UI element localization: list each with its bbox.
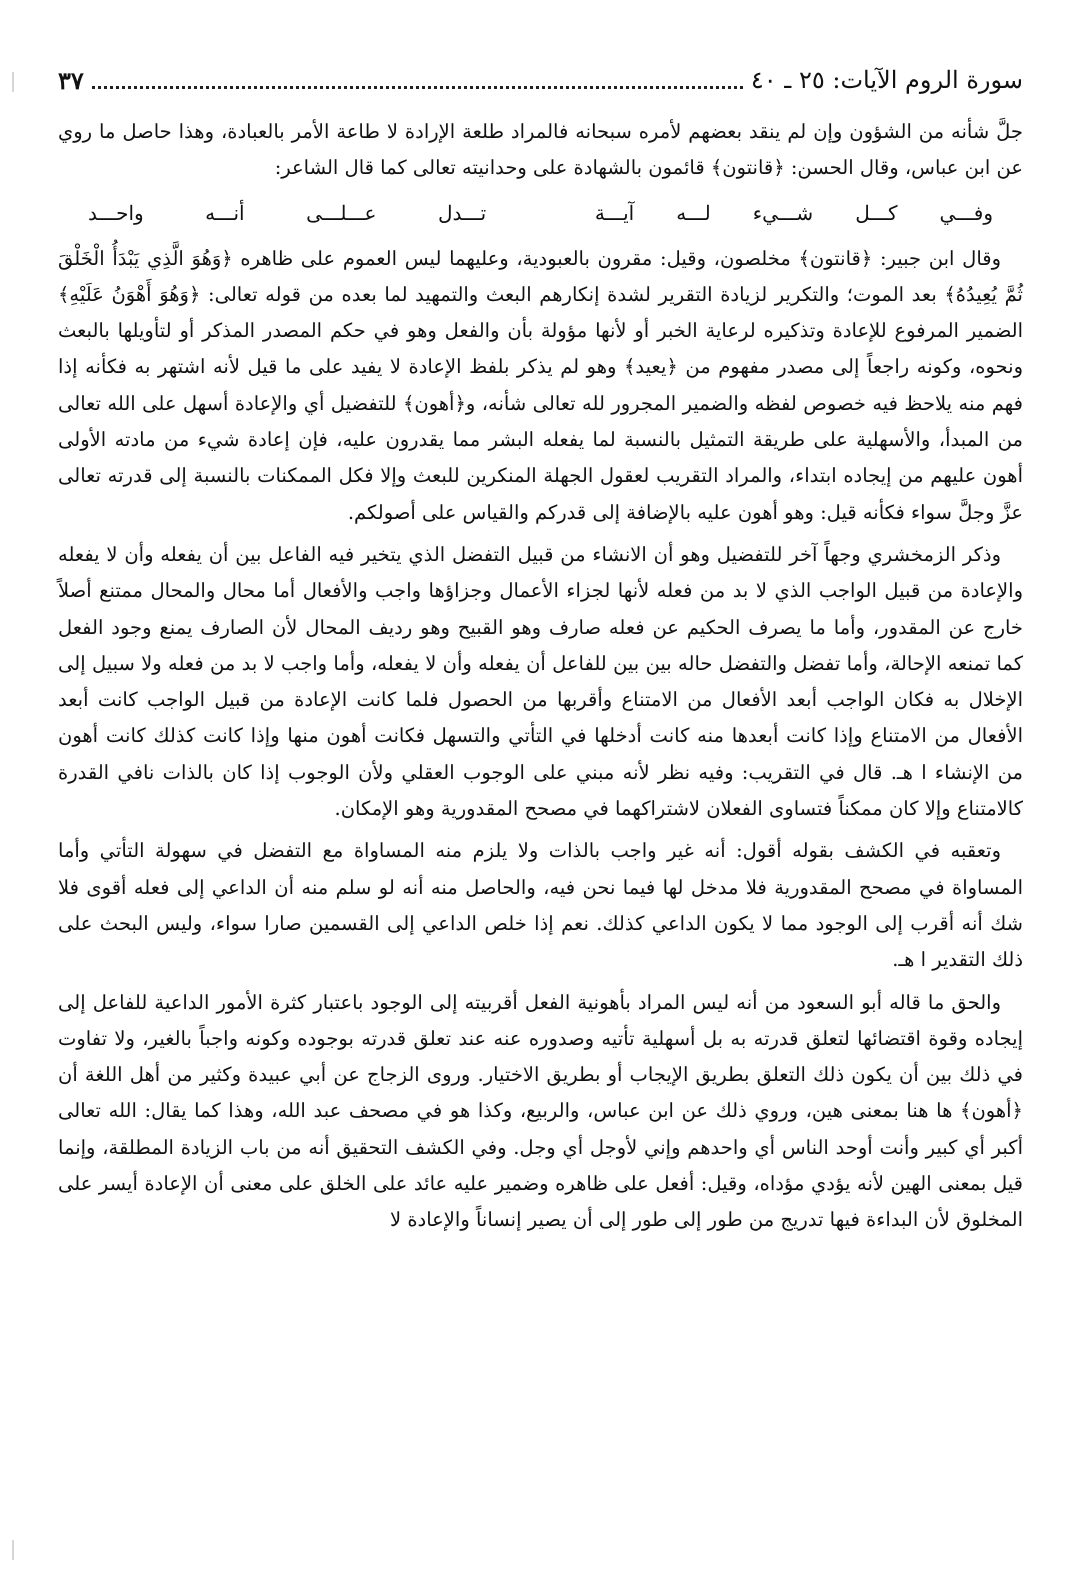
page-number: ٣٧ <box>58 65 84 95</box>
paragraph-3: وذكر الزمخشري وجهاً آخر للتفضيل وهو أن الانشاء من قبيل التفضل الذي يتخير فيه الفاعل بين أن يفعله وأن لا يفعله والإعادة من قبيل الواجب الذي لا بد من فعله لأنها لجزاء الأعمال وجزاؤها واجب والأفعال أما محال والمحال ممتنع أصلاً خارج عن المقدور، وأما ما يصرف الحكيم عن فعله صارف وهو القبيح وهو رديف المحال لأن الصارف يمنع وجود الفعل كما تمنعه الإحالة، وأما تفضل والتفضل حاله بين بين للفاعل أن يفعله وأن لا يفعله، وأما واجب لا بد من فعله ولا سبيل إلى الإخلال به فكان الواجب أبعد الأفعال من الامتناع وأقربها من الحصول فلما كانت الإعادة من قبيل الواجب كانت أبعد الأفعال من الامتناع وإذا كانت أبعدها منه كانت أدخلها في التأتي والتسهل فكانت أهون منها وإذا كانت كذلك كانت أهون من الإنشاء ا هـ. قال في التقريب: وفيه نظر لأنه مبني على الوجوب العقلي ولأن الوجوب إذا كان بالذات نافي القدرة كالامتناع وإلا كان ممكناً فتساوى الفعلان لاشتراكهما في مصحح المقدورية وهو الإمكان. <box>58 542 1023 821</box>
paragraph-5: والحق ما قاله أبو السعود من أنه ليس المراد بأهونية الفعل أقربيته إلى الوجود باعتبار كثرة الأمور الداعية للفاعل إلى إيجاده وقوة اقتضائها لتعلق قدرته به بل أسهلية تأتيه وصدوره عنه عند تعلق قدرته بوجوده وكونه واجباً بالغير، ولا تفاوت في ذلك بين أن يكون ذلك التعلق بطريق الإيجاب أو بطريق الاختيار. وروى الزجاج عن أبي عبيدة وكثير من أهل اللغة أن ﴿أهون﴾ ها هنا بمعنى هين، وروي ذلك عن ابن عباس، والربيع، وكذا هو في مصحف عبد الله، وهذا كما يقال: الله تعالى أكبر أي كبير وأنت أوحد الناس أي واحدهم وإني لأوجل أي وجل. وفي الكشف التحقيق أنه من باب الزيادة المطلقة، وإنما قيل بمعنى الهين لأنه يؤدي مؤداه، وقيل: أفعل على ظاهره وضمير عليه عائد على الخلق على معنى أن الإعادة أيسر على المخلوق لأن البداءة فيها تدريج من طور إلى طور إلى أن يصير إنساناً والإعادة لا <box>58 990 1023 1232</box>
paragraph-1: جلَّ شأنه من الشؤون وإن لم ينقد بعضهم لأمره سبحانه فالمراد طلعة الإرادة لا طاعة الأمر بالعبادة، وهذا حاصل ما روي عن ابن عباس، وقال الحسن: ﴿قانتون﴾ قائمون بالشهادة على وحدانيته تعالى كما قال الشاعر: <box>58 120 1023 180</box>
poem-verse <box>88 193 993 233</box>
poem-hemistich-1: وفـــي كـــل شـــيء لـــه آيـــة <box>594 200 993 225</box>
scan-edge-mark <box>12 1540 14 1560</box>
running-header <box>58 58 1023 102</box>
paragraph-2: وقال ابن جبير: ﴿قانتون﴾ مخلصون، وقيل: مقرون بالعبودية، وعليهما ليس العموم على ظاهره ﴿وَهُوَ الَّذِي يَبْدَأُ الْخَلْقَ ثُمَّ يُعِيدُهُ﴾ بعد الموت؛ والتكرير لزيادة التقرير لشدة إنكارهم البعث والتمهيد لما بعده من قوله تعالى: ﴿وَهُوَ أَهْوَنُ عَلَيْهِ﴾ الضمير المرفوع للإعادة وتذكيره لرعاية الخبر أو لأنها مؤولة بأن والفعل وهو في حكم المصدر المذكر أو لتأويلها بالبعث ونحوه، وكونه راجعاً إلى مصدر مفهوم من ﴿يعيد﴾ وهو لم يذكر بلفظ الإعادة لا يفيد على ما قيل لأنه اشتهر به فكأنه إذا فهم منه يلاحظ فيه خصوص لفظه والضمير المجرور لله تعالى شأنه، و﴿أهون﴾ للتفضيل أي والإعادة أسهل على الله تعالى من المبدأ، والأسهلية على طريقة التمثيل بالنسبة لما يفعله البشر مما يقدرون عليه، فإن إعادة شيء من مادته الأولى أهون عليهم من إيجاده ابتداء، والمراد التقريب لعقول الجهلة المنكرين للبعث وإلا فكل الممكنات بالنسبة إلى قدرته تعالى عزَّ وجلَّ سواء فكأنه قيل: وهو أهون عليه بالإضافة إلى قدركم والقياس على أصولكم. <box>58 246 1023 524</box>
commentary-text <box>58 114 1023 1239</box>
paragraph-4: وتعقبه في الكشف بقوله أقول: أنه غير واجب بالذات ولا يلزم منه المساواة مع التفضل في سهولة التأتي وأما المساواة في مصحح المقدورية فلا مدخل لها فيما نحن فيه، والحاصل منه أنه لو سلم منه أن الداعي إلى فعله أقوى فلا شك أنه أقرب إلى الوجود مما لا يكون الداعي كذلك. نعم إذا خلص الداعي إلى القسمين صارا سواء، وليس البحث على ذلك التقدير ا هـ. <box>58 839 1023 972</box>
poem-hemistich-2: تـــدل عـــلـــى أنـــه واحـــد <box>88 200 487 225</box>
scan-edge-mark <box>12 72 14 92</box>
surah-title: سورة الروم الآيات: ٢٥ ـ ٤٠ <box>750 66 1023 94</box>
leader-dots <box>92 86 743 89</box>
